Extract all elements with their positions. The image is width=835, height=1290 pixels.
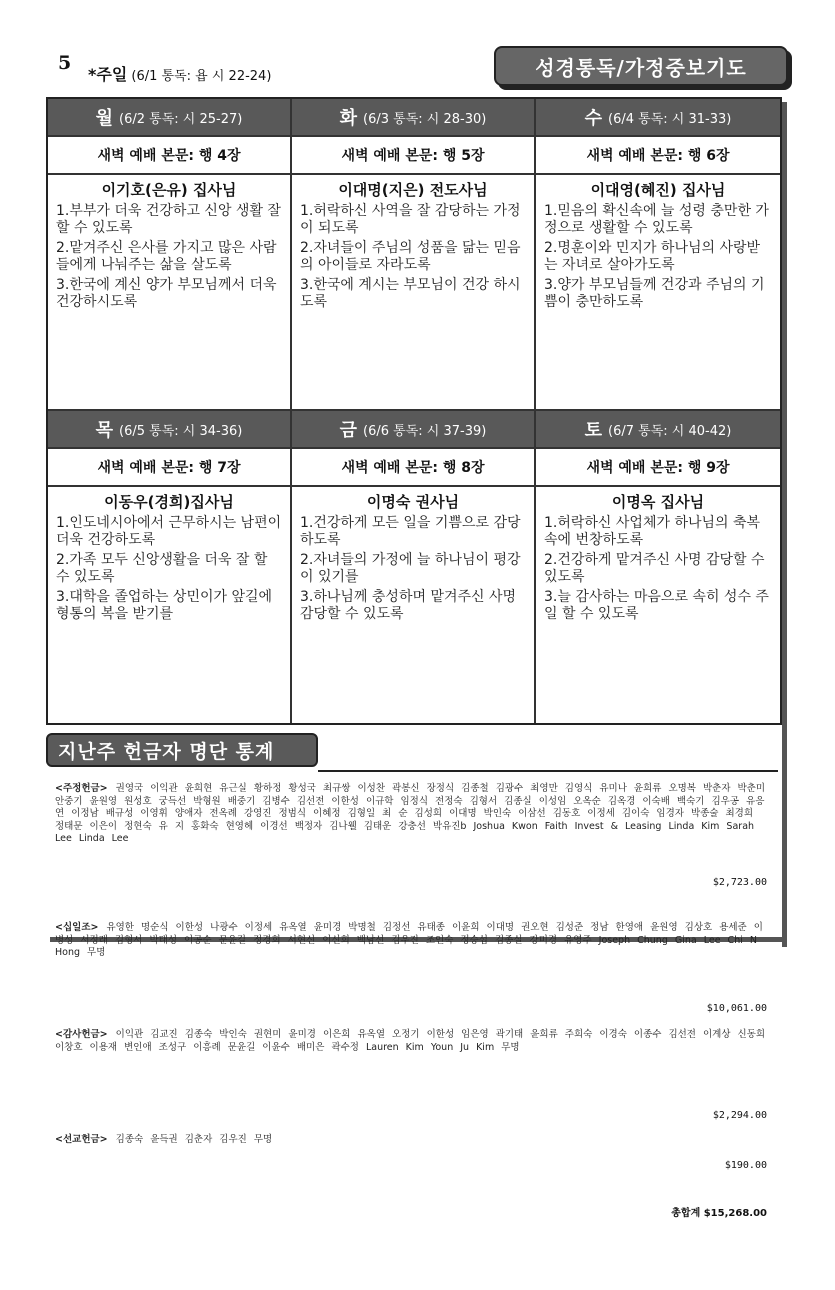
offering-names: 김종숙 윤득권 김춘자 김우진 무명: [115, 1134, 273, 1145]
day-reading: (6/2 통독: 시 25-27): [119, 111, 243, 127]
offering-category: <주정헌금>: [55, 783, 108, 794]
prayer-item: 3.한국에 계신 양가 부모님께서 더욱 건강하시도록: [56, 277, 277, 310]
day-label: 금: [339, 420, 358, 441]
day-label: 화: [339, 108, 358, 129]
day-header: [48, 411, 290, 449]
prayer-item: 1.부부가 더욱 건강하고 신앙 생활 잘 할 수 있도록: [56, 203, 281, 236]
sunday-reading-text: (6/1 통독: 욥 시 22-24): [131, 69, 272, 84]
prayer-item: 2.가족 모두 신앙생활을 더욱 잘 할 수 있도록: [56, 552, 268, 585]
day-cell: [48, 411, 292, 723]
prayer-item: 3.늘 감사하는 마음으로 속히 성수 주일 할 수 있도록: [544, 589, 769, 622]
prayer-item: 2.자녀들의 가정에 늘 하나님이 평강이 있기를: [300, 552, 521, 585]
prayer-list: [536, 513, 780, 626]
offering-group-tithe-main: [55, 783, 767, 846]
prayer-item: 2.건강하게 맡겨주신 사명 감당할 수 있도록: [544, 552, 765, 585]
offering-group-mission: [55, 1134, 767, 1147]
prayer-item: 3.한국에 계시는 부모님이 건강 하시도록: [300, 277, 521, 310]
offering-category: <십일조>: [55, 922, 99, 933]
prayer-item: 3.양가 부모님들께 건강과 주님의 기쁨이 충만하도록: [544, 277, 765, 310]
day-cell: [536, 411, 780, 723]
offering-title: 지난주 헌금자 명단 통계: [46, 733, 318, 767]
prayer-item: 1.인도네시아에서 근무하시는 남편이 더욱 건강하도록: [56, 515, 282, 548]
day-cell: [292, 411, 536, 723]
prayer-item: 2.명훈이와 민지가 하나님의 사랑받는 자녀로 살아가도록: [544, 240, 761, 273]
leader-name: 이기호(은유) 집사님: [101, 181, 237, 199]
prayer-list: [536, 201, 780, 314]
day-cell: [292, 99, 536, 411]
day-header: [536, 99, 780, 137]
day-reading: (6/5 통독: 시 34-36): [119, 423, 243, 439]
prayer-item: 3.하나님께 충성하며 맡겨주신 사명 감당할 수 있도록: [300, 589, 517, 622]
section-title: 성경통독/가정중보기도: [494, 46, 788, 86]
prayer-item: 2.맡겨주신 은사를 가지고 많은 사람들에게 나눠주는 삶을 살도록: [56, 240, 277, 273]
sermon-text: 새벽 예배 본문: 행 9장: [536, 449, 780, 487]
prayer-item: 3.대학을 졸업하는 상민이가 앞길에 형통의 복을 받기를: [56, 589, 273, 622]
prayer-list: [48, 201, 290, 314]
prayer-item: 1.믿음의 확신속에 늘 성령 충만한 가정으로 생활할 수 있도록: [544, 203, 769, 236]
prayer-grid: [46, 97, 782, 725]
offering-total: 총합계 $15,268.00: [671, 1208, 767, 1219]
sermon-text: 새벽 예배 본문: 행 8장: [292, 449, 534, 487]
offering-amount: $10,061.00: [706, 1003, 767, 1014]
prayer-list: [292, 513, 534, 626]
prayer-list: [48, 513, 290, 626]
sermon-text: 새벽 예배 본문: 행 6장: [536, 137, 780, 175]
box-shadow-right: [782, 102, 787, 947]
day-header: [536, 411, 780, 449]
sunday-reading: [88, 62, 271, 85]
prayer-item: 1.건강하게 모든 일을 기쁨으로 감당하도록: [300, 515, 521, 548]
day-cell: [48, 99, 292, 411]
day-label: 토: [584, 420, 603, 441]
offering-names: 유영한 명순식 이한성 나광수 이정세 유옥열 윤미경 박명철 김정선 유태종 이윤희 이대명 권오현 김성준 정남 한영애 윤원영 김상호 용세준 이병성 서정래 김형서 박태성 이공순 문윤길 정경희 서현신 이신희 백남선 김우진 조인숙 정승섭 김종실 강미경 유영주 Joseph Chung Gina Lee Chi N Hong 무명: [55, 922, 763, 958]
day-label: 월: [95, 108, 114, 129]
prayer-item: 1.허락하신 사업체가 하나님의 축복 속에 번창하도록: [544, 515, 761, 548]
day-header: [292, 411, 534, 449]
day-header: [48, 99, 290, 137]
offering-group-thanks: [55, 1029, 767, 1054]
page-number: 5: [58, 52, 72, 74]
leader-name: 이동우(경희)집사님: [104, 493, 234, 511]
sermon-text: 새벽 예배 본문: 행 4장: [48, 137, 290, 175]
prayer-item: 2.자녀들이 주님의 성품을 닮는 믿음의 아이들로 자라도록: [300, 240, 521, 273]
prayer-list: [292, 201, 534, 314]
offering-names: 권영국 이익관 윤희현 유근실 황하정 황성국 최규쌍 이성찬 곽봉신 장정식 김종철 김광수 최영만 김영식 유미나 윤희류 오명복 박춘자 박춘미 안중기 윤원영 원성호 궁득선 박형원 배중기 김병수 김선전 이한성 이규학 임정식 전정숙 김형서 김종실 이성임 오옥순 김옥경 이숙배 백숙기 김우공 유응연 이정남 배규성 이영휘 양애자 전옥례 강영진 정범식 이혜정 김형일 최 순 김성희 이대명 박인숙 이삼선 김동호 이정세 김이숙 임경자 박종술 최경희 정태문 이은이 정현숙 유 지 홍화숙 현영헤 이경선 백정자 김나웰 김태운 강충선 박유진b Joshua Kwon Faith Invest & Leasing Linda Kim Sarah Lee Linda Lee: [55, 783, 766, 844]
day-header: [292, 99, 534, 137]
day-reading: (6/7 통독: 시 40-42): [608, 423, 732, 439]
offering-group-tithe: [55, 922, 767, 960]
offering-amount: $190.00: [724, 1160, 767, 1171]
offering-amount: $2,723.00: [712, 877, 767, 888]
offering-names: 이익관 김교진 김종숙 박인숙 권현미 윤미경 이은희 유옥열 오정기 이한성 임은영 곽기태 윤희류 주희숙 이경숙 이종수 김선전 이계상 신동희 이창호 이용재 변인애 조성구 이흥례 문윤길 이윤수 배미은 곽수정 Lauren Kim Youn Ju Kim 무명: [55, 1029, 766, 1053]
sermon-text: 새벽 예배 본문: 행 7장: [48, 449, 290, 487]
day-label: 수: [584, 108, 603, 129]
sunday-label: *주일: [88, 65, 128, 84]
sermon-text: 새벽 예배 본문: 행 5장: [292, 137, 534, 175]
day-reading: (6/6 통독: 시 37-39): [363, 423, 487, 439]
day-label: 목: [95, 420, 114, 441]
leader-name: 이대명(지은) 전도사님: [338, 181, 488, 199]
leader-name: 이명숙 권사님: [366, 493, 460, 511]
day-reading: (6/4 통독: 시 31-33): [608, 111, 732, 127]
leader-name: 이명옥 집사님: [611, 493, 705, 511]
offering-category: <감사헌금>: [55, 1029, 108, 1040]
offering-amount: $2,294.00: [712, 1110, 767, 1121]
offering-divider: [318, 770, 778, 772]
leader-name: 이대영(혜진) 집사님: [590, 181, 726, 199]
offering-category: <선교헌금>: [55, 1134, 108, 1145]
prayer-item: 1.허락하신 사역을 잘 감당하는 가정이 되도록: [300, 203, 521, 236]
day-reading: (6/3 통독: 시 28-30): [363, 111, 487, 127]
day-cell: [536, 99, 780, 411]
